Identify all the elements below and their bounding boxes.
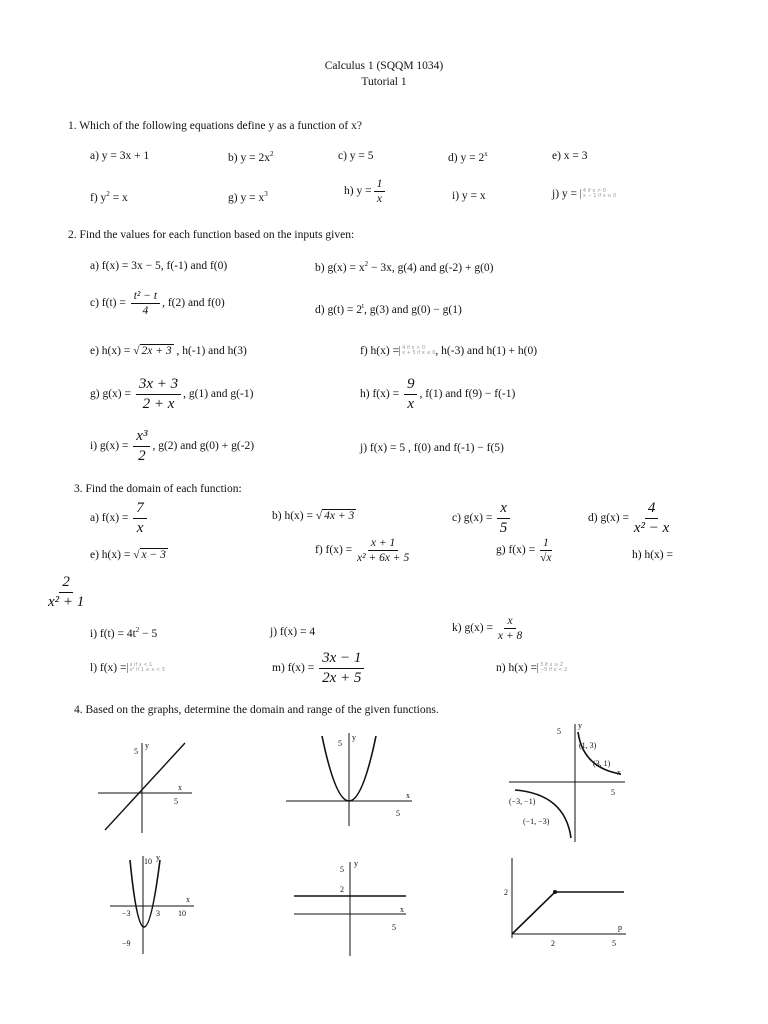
graph-3-y-tick: 5 xyxy=(557,727,561,736)
graph-2-y-tick: 5 xyxy=(338,739,342,748)
graph-1-line xyxy=(105,743,185,830)
graph-4-y-bottom: −9 xyxy=(122,939,131,948)
graph-5-x-tick: 5 xyxy=(392,923,396,932)
q3-c: c) g(x) = $\frac{x}{5}$ xyxy=(452,500,512,537)
graph-4-x-left: −3 xyxy=(122,909,131,918)
q3-m: m) f(x) = $\frac{3x - 1}{2x + 5}$ xyxy=(272,650,366,687)
q3-d: d) g(x) = $\frac{4}{\text{x² − x}}$ xyxy=(588,500,670,536)
q2-i: i) g(x) = $\frac{\text{x³}}{2}$ , g(2) and g(0) + g(-2) xyxy=(90,428,255,464)
graph-4 xyxy=(108,852,196,957)
graph-3-point-4: (−1, −3) xyxy=(523,817,550,826)
graph-2 xyxy=(282,728,417,828)
q1-c: c) y = 5 xyxy=(338,150,374,162)
q2-d: d) $g(t) = 2^t$, g(3) and g(0) − g(1) xyxy=(315,302,462,316)
q2-f: f) h(x) = 4 if x > 0 x + 5 if x ≤ 0, h(-3) and h(1) + h(0) xyxy=(360,345,538,357)
graph-3-point-3: (−3, −1) xyxy=(509,797,536,806)
graph-4-x-right: 10 xyxy=(178,909,186,918)
graph-6-x-label: p xyxy=(618,923,622,932)
graph-5-y-tick-5: 5 xyxy=(340,865,344,874)
q2-question: 2. Find the values for each function based on the inputs given: xyxy=(68,229,355,241)
graph-3-y-label: y xyxy=(578,721,582,730)
graph-2-x-label: x xyxy=(406,791,410,800)
q1-h: h) y = $\frac{1}{x}$ xyxy=(344,178,387,205)
graph-6-x-tick-2: 2 xyxy=(551,939,555,948)
q1-a: a) y = 3x + 1 xyxy=(90,150,150,162)
q1-i: i) y = x xyxy=(452,190,486,202)
q1-b: b) $y = 2x^2$ xyxy=(228,150,274,164)
graph-1-y-label: y xyxy=(145,741,149,750)
q3-f: f) f(x) = $\frac{x + 1}{\text{x² + 6x + 5}}$ xyxy=(315,537,410,564)
q3-h: h) h(x) = xyxy=(632,549,673,561)
q4-question: 4. Based on the graphs, determine the domain and range of the given functions. xyxy=(74,704,439,716)
course-title: Calculus 1 (SQQM 1034) xyxy=(324,60,444,72)
q2-a: a) f(x) = 3x − 5, f(-1) and f(0) xyxy=(90,260,228,272)
graph-6-line xyxy=(512,892,624,934)
q2-j: j) f(x) = 5 , f(0) and f(-1) − f(5) xyxy=(360,442,504,454)
graph-3-point-2: (3, 1) xyxy=(593,759,611,768)
graph-1-x-tick: 5 xyxy=(174,797,178,806)
graph-6-y-tick: 2 xyxy=(504,888,508,897)
graph-6-corner-point xyxy=(553,890,557,894)
q3-e: e) h(x) = √ x − 3 xyxy=(90,549,166,561)
q3-question: 3. Find the domain of each function: xyxy=(74,483,242,495)
graph-3-x-label: x xyxy=(617,768,621,777)
graph-6-x-tick-5: 5 xyxy=(612,939,616,948)
graph-5-x-label: x xyxy=(400,905,404,914)
q3-l: l) f(x) = x if x < 1 x² if 1 ≤ x < 3 xyxy=(90,662,165,674)
graph-6 xyxy=(500,852,630,948)
graph-4-x-mid: 3 xyxy=(156,909,160,918)
q1-f: f) $y^2 = x$ xyxy=(90,190,128,204)
graph-1-y-tick: 5 xyxy=(134,747,138,756)
q1-question: 1. Which of the following equations define y as a function of x? xyxy=(68,120,362,132)
q3-g: g) f(x) = $\frac{1}{√x}$ xyxy=(496,537,552,564)
graph-3-x-tick: 5 xyxy=(611,788,615,797)
graph-5-y-label: y xyxy=(354,859,358,868)
tutorial-title: Tutorial 1 xyxy=(361,76,407,88)
q1-g: g) $y = x^3$ xyxy=(228,190,268,204)
q2-h: h) f(x) = $\frac{9}{x}$ , f(1) and f(9) − f(-1) xyxy=(360,376,516,412)
graph-4-x-label: x xyxy=(186,895,190,904)
q2-c: c) f(t) = $\frac{\text{t² − t}}{4}$ , f(2) and f(0) xyxy=(90,290,225,317)
q3-n: n) h(x) = 3 if x ≥ 2 −5 if x < 2 xyxy=(496,662,568,674)
q3-a: a) f(x) = $\frac{7}{x}$ xyxy=(90,500,149,537)
graph-5 xyxy=(292,858,412,958)
q2-g: g) g(x) = $\frac{3x + 3}{2 + x}$ , g(1) and g(-1) xyxy=(90,376,254,412)
q2-b: b) $g(x) = x^2 - 3x$, g(4) and g(-2) + g(0) xyxy=(315,260,494,274)
graph-3 xyxy=(505,720,630,845)
q3-i: i) $f(t) = 4t^2 - 5$ xyxy=(90,626,158,640)
q3-h-fraction: $\frac{2}{\text{x² + 1}}$ xyxy=(48,574,85,610)
graph-2-y-label: y xyxy=(352,733,356,742)
graph-2-x-tick: 5 xyxy=(396,809,400,818)
q1-e: e) x = 3 xyxy=(552,150,588,162)
graph-5-y-tick-2: 2 xyxy=(340,885,344,894)
q1-j: j) y = 4 if x > 0 x − 1 if x ≤ 0 xyxy=(552,188,617,200)
graph-1 xyxy=(90,738,200,838)
q3-j: j) f(x) = 4 xyxy=(270,626,316,638)
q2-e: e) h(x) = √ 2x + 3 , h(-1) and h(3) xyxy=(90,345,247,357)
q3-k: k) g(x) = $\frac{x}{x + 8}$ xyxy=(452,615,523,642)
graph-4-y-top: 10 xyxy=(144,857,152,866)
graph-3-point-1: (1, 3) xyxy=(579,741,597,750)
graph-4-y-label: y xyxy=(156,853,160,862)
q3-b: b) h(x) = √ 4x + 3 xyxy=(272,510,355,522)
q1-d: d) $y = 2^x$ xyxy=(448,150,488,164)
graph-1-x-label: x xyxy=(178,783,182,792)
